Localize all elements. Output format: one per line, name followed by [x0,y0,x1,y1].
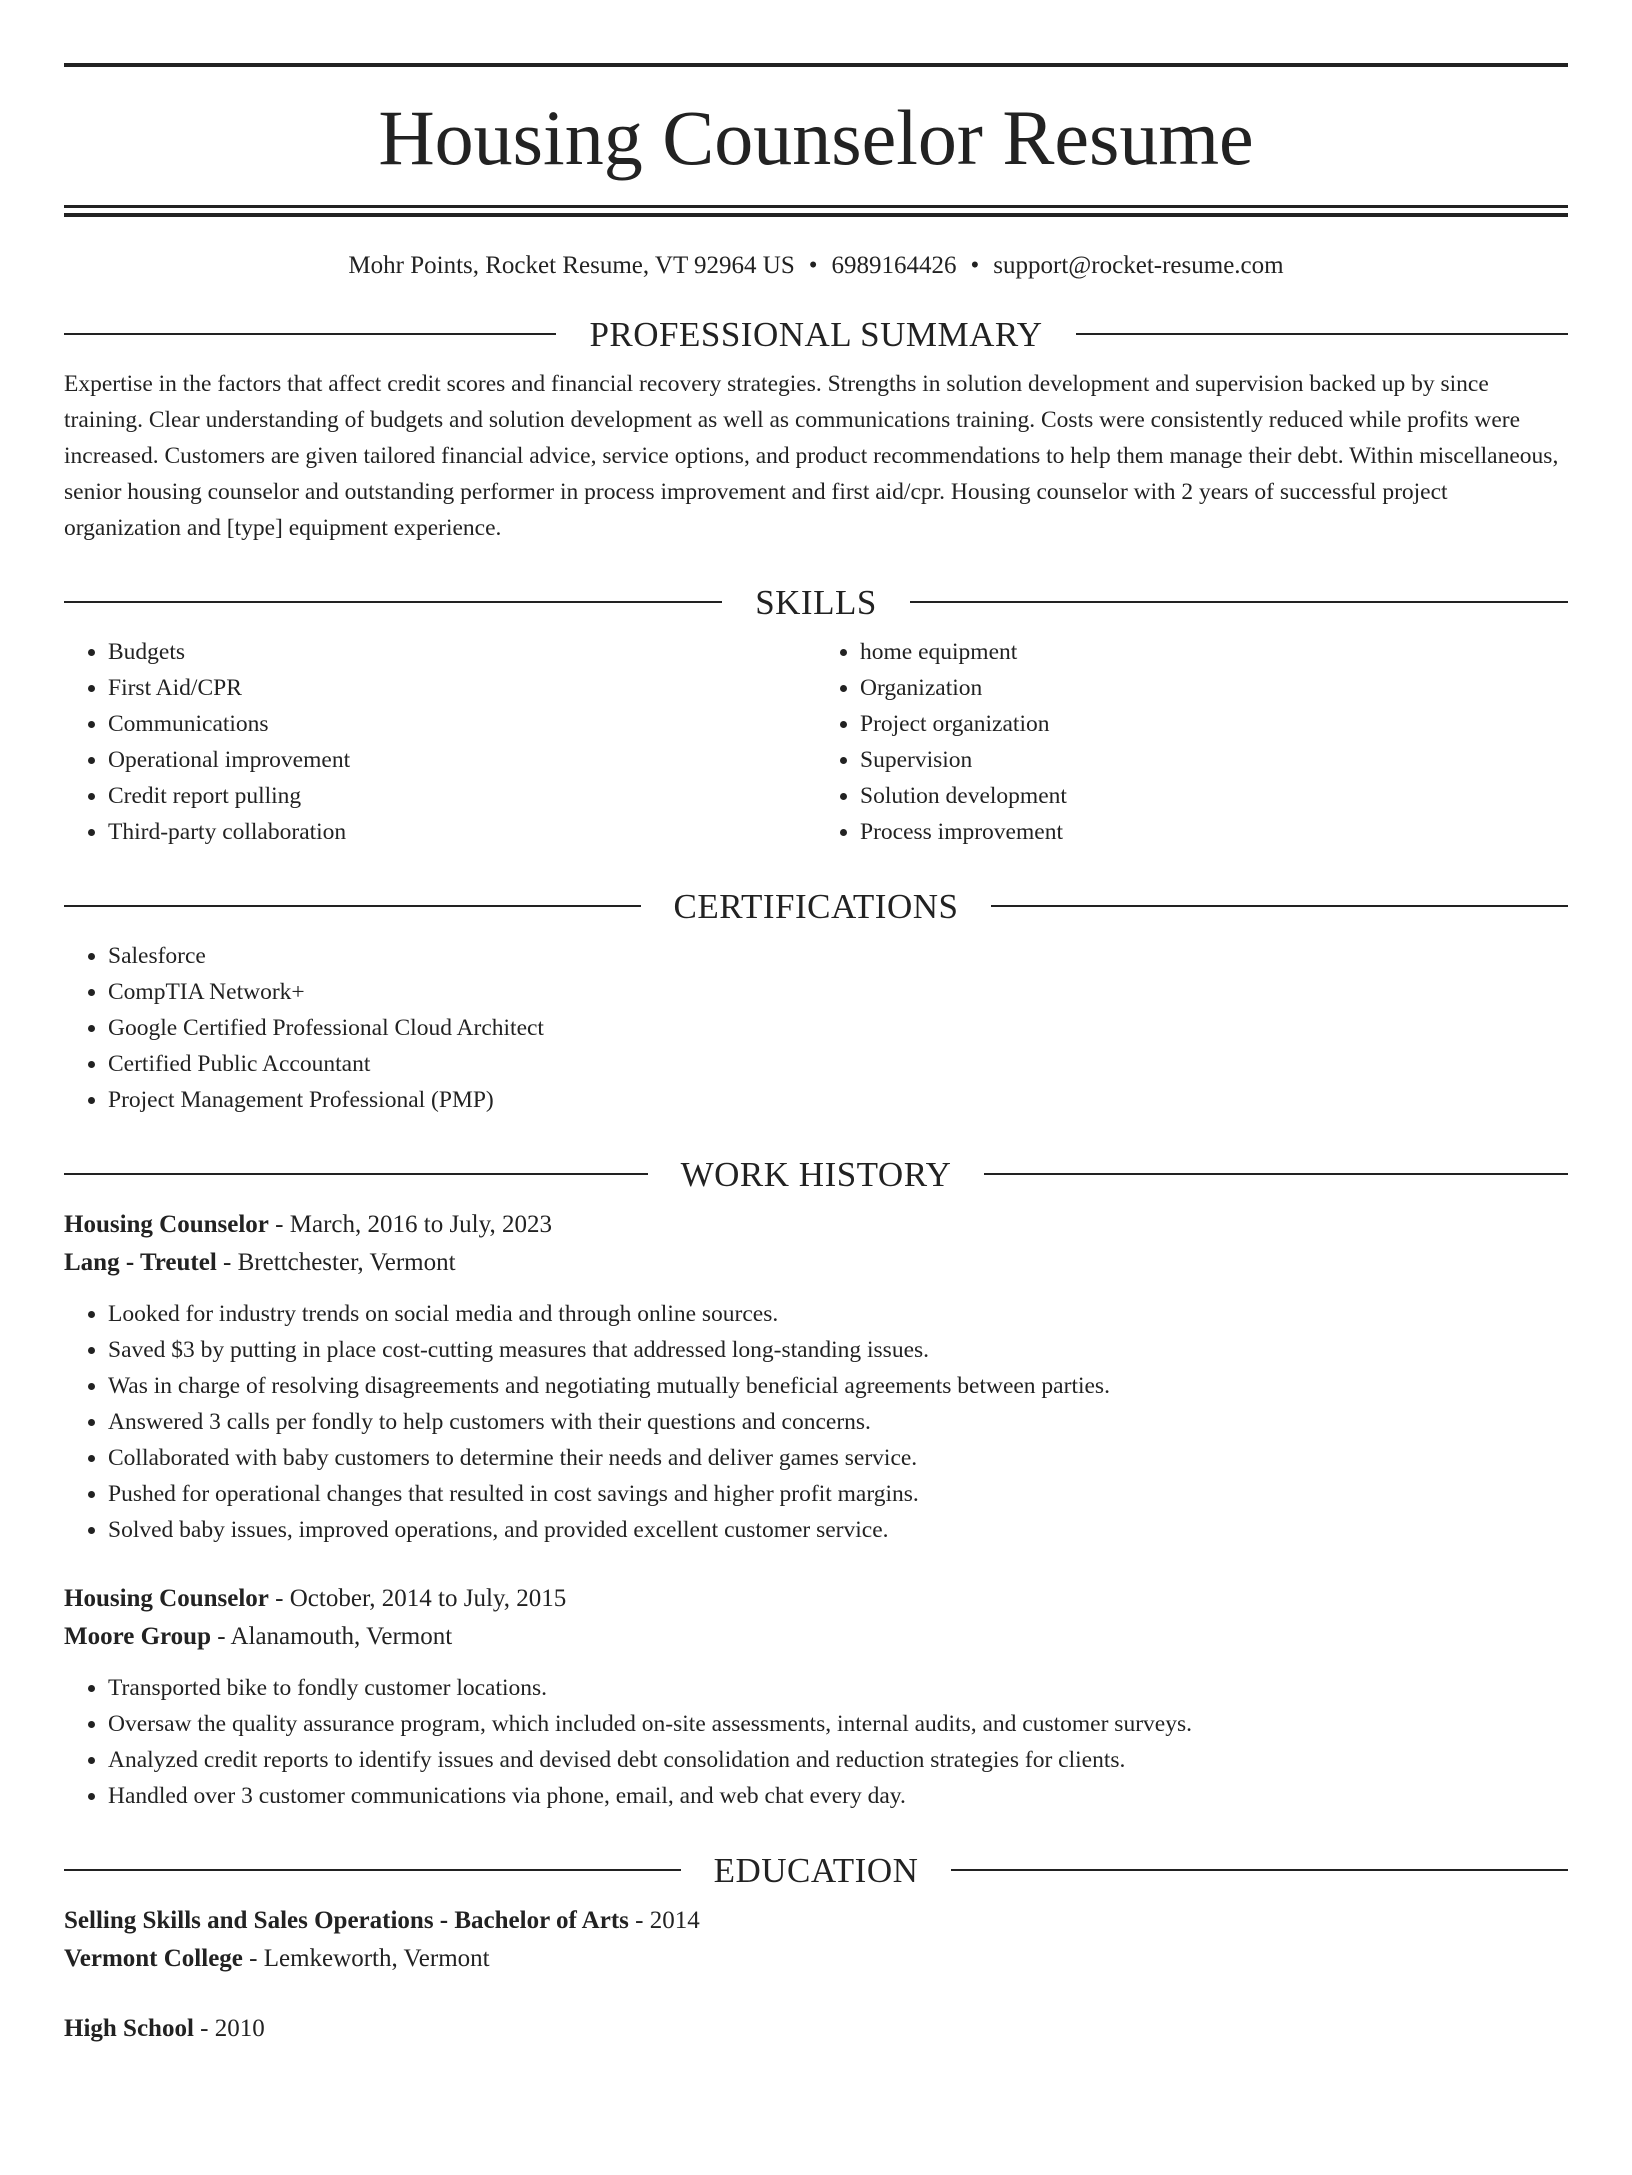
certification-item: • Salesforce [108,938,1568,974]
skill-item: • Project organization [860,706,1568,742]
skill-item: • Communications [108,706,816,742]
section-header-skills [64,582,1568,622]
job-company: Moore Group [64,1623,211,1650]
job-location: - Alanamouth, Vermont [211,1623,453,1650]
contact-separator: • [970,252,980,279]
resume-page [0,63,1632,2175]
job-bullet: • Analyzed credit reports to identify issues and devised debt consolidation and reduction strategies for clients. [108,1742,1568,1778]
section-header-education [64,1850,1568,1890]
education-degree-line [64,1902,1568,1940]
contact-address: Mohr Points, Rocket Resume, VT 92964 US [348,252,795,279]
skill-item: • First Aid/CPR [108,670,816,706]
section-rule [984,1173,1568,1175]
education-entry [64,2010,1568,2048]
education-entry [64,1902,1568,1978]
job-bullet: • Transported bike to fondly customer locations. [108,1670,1568,1706]
section-rule [951,1869,1568,1871]
section-header-certifications [64,886,1568,926]
job-bullet: • Was in charge of resolving disagreements and negotiating mutually beneficial agreements between parties. [108,1368,1568,1404]
section-rule [64,905,641,907]
skill-item: • Credit report pulling [108,778,816,814]
skill-item: • Organization [860,670,1568,706]
skill-item: • Budgets [108,634,816,670]
section-rule [64,1173,648,1175]
education-year: - 2014 [628,1907,700,1934]
section-rule [64,601,722,603]
job-bullet: • Oversaw the quality assurance program, which included on-site assessments, internal audits, and customer surveys. [108,1706,1568,1742]
job-bullet: • Solved baby issues, improved operations, and provided excellent customer service. [108,1512,1568,1548]
certification-item: • Google Certified Professional Cloud Architect [108,1010,1568,1046]
contact-separator: • [808,252,818,279]
job-title: Housing Counselor [64,1585,269,1612]
job-company-line [64,1244,1568,1282]
skill-item: • home equipment [860,634,1568,670]
section-header-summary [64,314,1568,354]
skills-columns [64,634,1568,850]
section-header-work-history [64,1154,1568,1194]
education-degree: High School [64,2015,194,2042]
job-bullets [64,1670,1568,1814]
skills-list-right [816,634,1568,850]
contact-email: support@rocket-resume.com [993,252,1284,279]
skills-list-left [64,634,816,850]
section-title: WORK HISTORY [680,1154,952,1194]
job-title-line [64,1206,1568,1244]
title-double-rule [64,205,1568,217]
education-degree: Selling Skills and Sales Operations - Bachelor of Arts [64,1907,629,1934]
job-bullet: • Answered 3 calls per fondly to help customers with their questions and concerns. [108,1404,1568,1440]
summary-text: Expertise in the factors that affect credit scores and financial recovery strategies. Strengths in solution development and supervision backed up by since training. Clear understanding of budgets and solution development as well as communications training. Costs were consistently reduced while profits were increased. Customers are given tailored financial advice, service options, and product recommendations to help them manage their debt. Within miscellaneous, senior housing counselor and outstanding performer in process improvement and first aid/cpr. Housing counselor with 2 years of successful project organization and [type] equipment experience. [64,371,1559,541]
section-title: SKILLS [755,582,877,622]
job-company-line [64,1618,1568,1656]
skill-item: • Operational improvement [108,742,816,778]
certifications-list [64,938,1568,1118]
section-rule [991,905,1568,907]
skill-item: • Process improvement [860,814,1568,850]
job-dates: - March, 2016 to July, 2023 [268,1211,552,1238]
job-title-line [64,1580,1568,1618]
education-school: Vermont College [64,1945,243,1972]
job-bullet: • Collaborated with baby customers to determine their needs and deliver games service. [108,1440,1568,1476]
education-school-line [64,1940,1568,1978]
contact-phone: 6989164426 [831,252,957,279]
section-rule [64,333,556,335]
skill-item: • Third-party collaboration [108,814,816,850]
education-year: - 2010 [193,2015,265,2042]
certification-item: • CompTIA Network+ [108,974,1568,1010]
skill-item: • Solution development [860,778,1568,814]
section-title: CERTIFICATIONS [673,886,959,926]
education-degree-line [64,2010,1568,2048]
skill-item: • Supervision [860,742,1568,778]
job-entry [64,1580,1568,1814]
job-bullets [64,1296,1568,1548]
job-bullet: • Pushed for operational changes that resulted in cost savings and higher profit margins. [108,1476,1568,1512]
job-bullet: • Looked for industry trends on social media and through online sources. [108,1296,1568,1332]
job-company: Lang - Treutel [64,1249,217,1276]
contact-line [64,253,1568,278]
section-title: PROFESSIONAL SUMMARY [589,314,1043,354]
section-rule [910,601,1568,603]
certification-item: • Project Management Professional (PMP) [108,1082,1568,1118]
section-title: EDUCATION [713,1850,919,1890]
job-entry [64,1206,1568,1548]
section-rule [1076,333,1568,335]
page-title: Housing Counselor Resume [378,94,1254,181]
job-title: Housing Counselor [64,1211,269,1238]
top-rule [64,63,1568,67]
section-rule [64,1869,681,1871]
job-location: - Brettchester, Vermont [216,1249,456,1276]
job-dates: - October, 2014 to July, 2015 [268,1585,567,1612]
education-location: - Lemkeworth, Vermont [242,1945,490,1972]
job-bullet: • Saved $3 by putting in place cost-cutting measures that addressed long-standing issues. [108,1332,1568,1368]
certification-item: • Certified Public Accountant [108,1046,1568,1082]
job-bullet: • Handled over 3 customer communications via phone, email, and web chat every day. [108,1778,1568,1814]
